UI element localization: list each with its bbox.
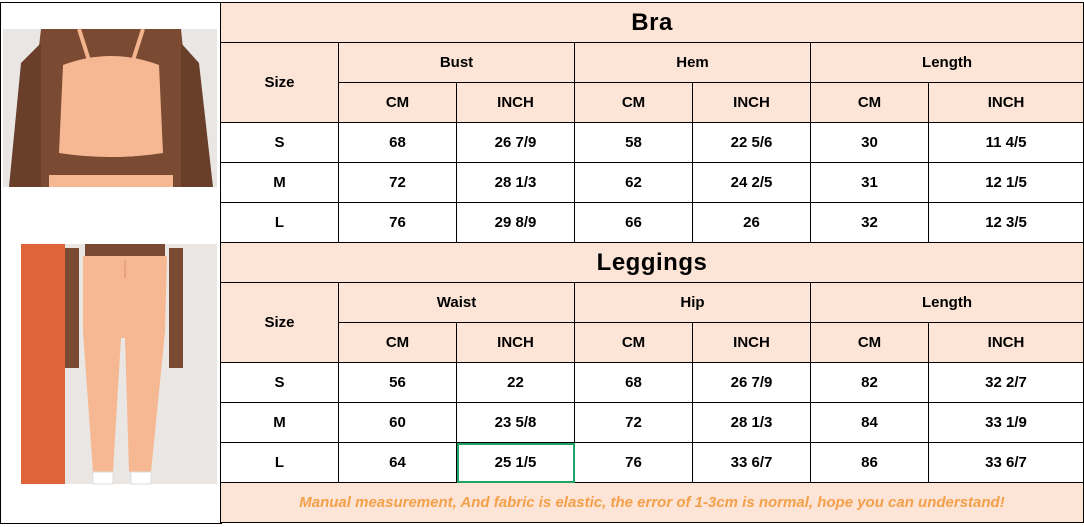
leggings-cell[interactable]: L (221, 443, 339, 483)
leggings-cell[interactable]: 26 7/9 (693, 363, 811, 403)
leggings-cell[interactable]: 60 (339, 403, 457, 443)
leggings-cell-selected[interactable]: 25 1/5 (457, 443, 575, 483)
leggings-cell[interactable]: 76 (575, 443, 693, 483)
bra-cell[interactable]: 12 1/5 (929, 163, 1084, 203)
bra-model-image (1, 3, 219, 241)
bra-group-hem: Hem (575, 43, 811, 83)
bra-cell[interactable]: 28 1/3 (457, 163, 575, 203)
bra-product-photo (0, 2, 222, 244)
leggings-title: Leggings (221, 243, 1084, 283)
leggings-unit-inch: INCH (929, 323, 1084, 363)
leggings-group-hip: Hip (575, 283, 811, 323)
leggings-unit-inch: INCH (693, 323, 811, 363)
bra-size-table (220, 2, 1084, 243)
leggings-group-waist: Waist (339, 283, 575, 323)
leggings-cell[interactable]: 32 2/7 (929, 363, 1084, 403)
table-row (221, 403, 1084, 443)
leggings-unit-cm: CM (339, 323, 457, 363)
measurement-note: Manual measurement, And fabric is elastic, the error of 1-3cm is normal, hope you can understand! (221, 483, 1084, 523)
bra-group-length: Length (811, 43, 1084, 83)
bra-cell[interactable]: 58 (575, 123, 693, 163)
leggings-cell[interactable]: 28 1/3 (693, 403, 811, 443)
bra-unit-inch: INCH (693, 83, 811, 123)
bra-cell[interactable]: 22 5/6 (693, 123, 811, 163)
leggings-cell[interactable]: 33 6/7 (929, 443, 1084, 483)
leggings-cell[interactable]: M (221, 403, 339, 443)
bra-unit-cm: CM (575, 83, 693, 123)
bra-cell[interactable]: 68 (339, 123, 457, 163)
bra-cell[interactable]: 72 (339, 163, 457, 203)
table-row (221, 203, 1084, 243)
leggings-cell[interactable]: 64 (339, 443, 457, 483)
leggings-cell[interactable]: 86 (811, 443, 929, 483)
leggings-model-image (1, 242, 219, 523)
leggings-cell[interactable]: 68 (575, 363, 693, 403)
table-row (221, 123, 1084, 163)
leggings-size-table (220, 242, 1084, 523)
bra-cell[interactable]: 76 (339, 203, 457, 243)
leggings-cell[interactable]: 84 (811, 403, 929, 443)
leggings-group-length: Length (811, 283, 1084, 323)
table-row (221, 363, 1084, 403)
leggings-unit-inch: INCH (457, 323, 575, 363)
bra-cell[interactable]: 11 4/5 (929, 123, 1084, 163)
leggings-cell[interactable]: 33 1/9 (929, 403, 1084, 443)
bra-cell[interactable]: 26 (693, 203, 811, 243)
leggings-unit-cm: CM (575, 323, 693, 363)
bra-unit-inch: INCH (457, 83, 575, 123)
leggings-product-photo (0, 242, 222, 524)
leggings-cell[interactable]: 22 (457, 363, 575, 403)
bra-cell[interactable]: 12 3/5 (929, 203, 1084, 243)
bra-unit-cm: CM (339, 83, 457, 123)
bra-size-header: Size (221, 43, 339, 123)
bra-cell[interactable]: S (221, 123, 339, 163)
bra-cell[interactable]: 26 7/9 (457, 123, 575, 163)
leggings-unit-cm: CM (811, 323, 929, 363)
leggings-cell[interactable]: 23 5/8 (457, 403, 575, 443)
bra-unit-cm: CM (811, 83, 929, 123)
leggings-cell[interactable]: S (221, 363, 339, 403)
bra-unit-inch: INCH (929, 83, 1084, 123)
leggings-cell[interactable]: 56 (339, 363, 457, 403)
bra-cell[interactable]: 29 8/9 (457, 203, 575, 243)
bra-group-bust: Bust (339, 43, 575, 83)
bra-cell[interactable]: L (221, 203, 339, 243)
leggings-cell[interactable]: 72 (575, 403, 693, 443)
table-row (221, 443, 1084, 483)
table-row (221, 163, 1084, 203)
bra-cell[interactable]: M (221, 163, 339, 203)
bra-cell[interactable]: 62 (575, 163, 693, 203)
bra-cell[interactable]: 24 2/5 (693, 163, 811, 203)
leggings-size-header: Size (221, 283, 339, 363)
bra-cell[interactable]: 30 (811, 123, 929, 163)
bra-cell[interactable]: 31 (811, 163, 929, 203)
leggings-cell[interactable]: 33 6/7 (693, 443, 811, 483)
bra-cell[interactable]: 32 (811, 203, 929, 243)
bra-cell[interactable]: 66 (575, 203, 693, 243)
leggings-cell[interactable]: 82 (811, 363, 929, 403)
bra-title: Bra (221, 3, 1084, 43)
